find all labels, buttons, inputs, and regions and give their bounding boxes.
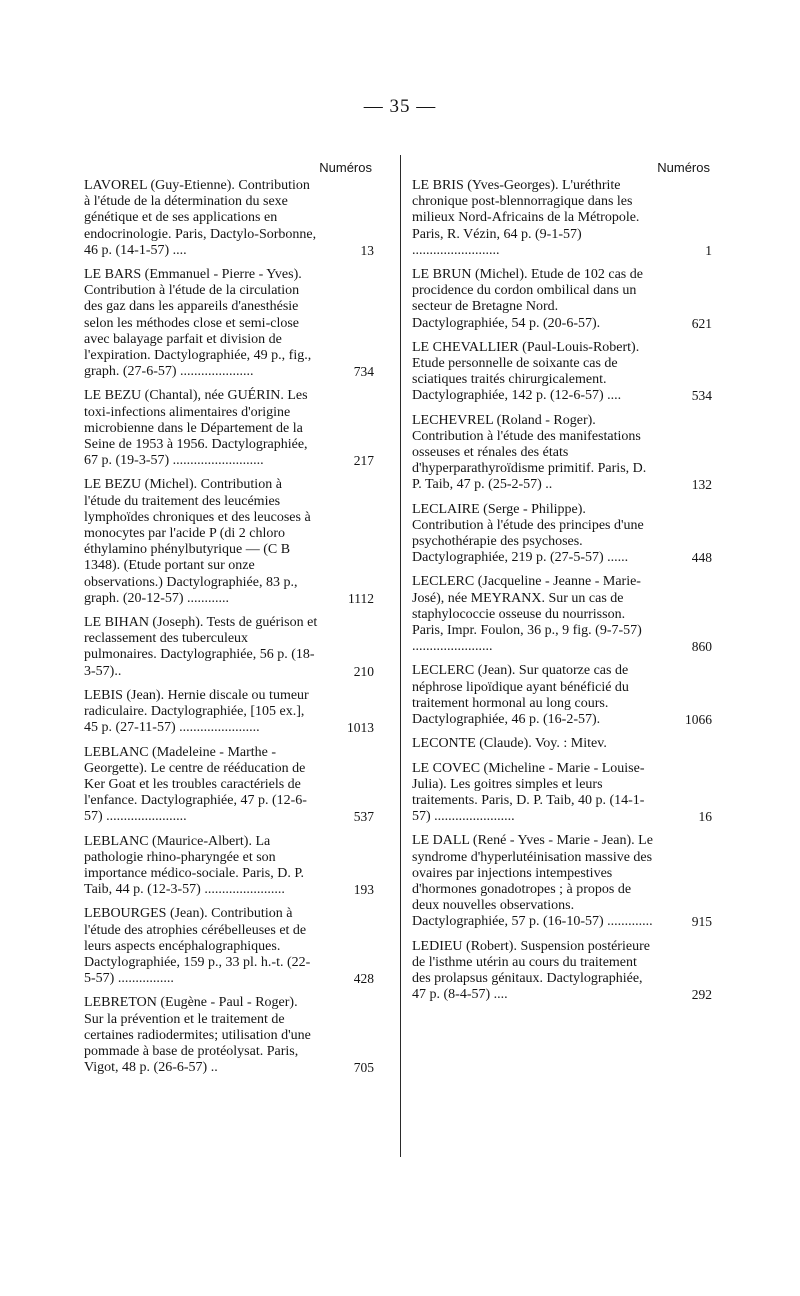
thesis-description: Les toxi-infections alimentaires d'origine microbienne dans le Département de la Seine de 1953 à 1956. Dactylographiée, 67 p. (19-3-57) .......................... <box>84 388 308 469</box>
thesis-description: Contribution à l'étude de la circulation des gaz dans les appareils d'anesthésie selon les méthodes close et semi-close avec balayage parfait et division de l'expiration. Dactylographiée, 49 p., fig., graph. (27-6-57) ..................... <box>84 283 312 380</box>
entry-number: 860 <box>691 639 712 655</box>
index-entry <box>84 688 374 737</box>
entry-number: 193 <box>353 882 374 898</box>
author-name: LE BIHAN (Joseph). <box>84 615 204 631</box>
index-entry <box>84 267 374 380</box>
thesis-description: L'uréthrite chronique post-blennorragique dans les milieux Nord-Africains de la Métropole. Paris, R. Vézin, 64 p. (9-1-57) ......................... <box>412 178 640 258</box>
index-entry <box>84 995 374 1076</box>
author-name: LEBIS (Jean). <box>84 687 165 703</box>
author-name: LECLERC (Jean). <box>412 663 516 679</box>
author-name: LEBOURGES (Jean). <box>84 906 208 922</box>
thesis-description: Tests de guérison et reclassement des tuberculeux pulmonaires. Dactylographiée, 56 p. (18-3-57).. <box>84 615 318 679</box>
index-entry <box>84 745 374 826</box>
author-name: LE DALL (René - Yves - Marie - Jean). <box>412 833 635 849</box>
entry-number: 1 <box>705 242 712 258</box>
index-entry <box>412 761 712 826</box>
thesis-description: Hernie discale ou tumeur radiculaire. Dactylographiée, [105 ex.], 45 p. (27-11-57) ....................... <box>84 687 309 736</box>
thesis-description: Sur la prévention et le traitement de certaines radiodermites; utilisation d'une pommade à base de protéolysat. Paris, Vigot, 48 p. (26-6-57) .. <box>84 1011 311 1076</box>
index-entry <box>84 615 374 680</box>
index-entry <box>412 267 712 332</box>
index-entry <box>412 178 712 259</box>
author-name: LECLERC (Jacqueline - Jeanne - Marie-José), née MEYRANX. <box>412 574 641 606</box>
entry-number: 132 <box>691 477 712 493</box>
author-name: LE COVEC (Micheline - Marie - Louise-Julia). <box>412 760 645 792</box>
entry-number: 537 <box>353 809 374 825</box>
author-name: LE BEZU (Michel). <box>84 477 198 493</box>
index-entry <box>84 906 374 987</box>
author-name: LECONTE (Claude). <box>412 736 532 752</box>
index-entry <box>412 736 712 752</box>
entry-number: 448 <box>691 550 712 566</box>
author-name: LECHEVREL (Roland - Roger). <box>412 412 596 428</box>
thesis-description: Les goitres simples et leurs traitements. Paris, D. P. Taib, 40 p. (14-1-57) ....................... <box>412 776 645 825</box>
entry-number: 734 <box>353 364 374 380</box>
index-entry <box>412 340 712 405</box>
index-entry <box>84 834 374 899</box>
thesis-description: Voy. : Mitev. <box>535 736 607 752</box>
thesis-description: Sur un cas de staphylococcie osseuse du nourrisson. Paris, Impr. Foulon, 36 p., 9 fig. (9-7-57) ....................... <box>412 590 642 655</box>
index-entry <box>84 178 374 259</box>
author-name: LEBLANC (Maurice-Albert). <box>84 833 252 849</box>
index-entry <box>412 939 712 1004</box>
entry-number: 1066 <box>685 712 712 728</box>
index-entry <box>412 574 712 655</box>
entry-number: 13 <box>360 242 374 258</box>
thesis-description: Contribution à l'étude des principes d'une psychothérapie des psychoses. Dactylographiée, 219 p. (27-5-57) ...... <box>412 517 644 566</box>
entry-number: 217 <box>353 453 374 469</box>
left-column <box>84 160 374 1084</box>
author-name: LE BEZU (Chantal), née GUÉRIN. <box>84 388 284 404</box>
entry-number: 1013 <box>347 720 374 736</box>
thesis-description: Suspension postérieure de l'isthme utérin au cours du traitement des prolapsus génitaux. Dactylographiée, 47 p. (8-4-57) .... <box>412 938 650 1003</box>
column-divider <box>400 155 401 1157</box>
author-name: LE BRIS (Yves-Georges). <box>412 178 559 193</box>
entry-number: 621 <box>691 315 712 331</box>
author-name: LE BRUN (Michel). <box>412 267 528 283</box>
entry-list <box>412 178 712 1011</box>
index-entry <box>412 413 712 494</box>
author-name: LE CHEVALLIER (Paul-Louis-Robert). <box>412 339 640 355</box>
entry-number: 292 <box>691 987 712 1003</box>
entry-number: 915 <box>691 914 712 930</box>
index-entry <box>412 663 712 728</box>
page-number: — 35 — <box>363 96 437 117</box>
index-entry <box>412 502 712 567</box>
author-name: LEDIEU (Robert). <box>412 938 517 954</box>
thesis-description: Etude personnelle de soixante cas de sciatiques traités chirurgicalement. Dactylographiée, 142 p. (12-6-57) .... <box>412 356 622 404</box>
thesis-description: Contribution à l'étude des manifestations osseuses et rénales des états d'hyperparathyroïdisme primitif. Paris, D. P. Taib, 47 p. (25-2-57) .. <box>412 428 647 493</box>
column-header-numeros: Numéros <box>319 160 372 175</box>
author-name: LAVOREL (Guy-Etienne). <box>84 178 235 193</box>
thesis-description: La pathologie rhino-pharyngée et son importance médico-sociale. Paris, D. P. Taib, 44 p. (12-3-57) ....................... <box>84 833 305 898</box>
thesis-description: Sur quatorze cas de néphrose lipoïdique ayant bénéficié du traitement hormonal au long cours. Dactylographiée, 46 p. (16-2-57). <box>412 663 629 728</box>
thesis-description: Contribution à l'étude de la détermination du sexe génétique et de ses applications en endocrinologie. Paris, Dactylo-Sorbonne, 46 p. (14-1-57) .... <box>84 178 317 258</box>
index-entry <box>412 833 712 930</box>
author-name: LEBLANC (Madeleine - Marthe - Georgette). <box>84 744 277 776</box>
column-header-numeros: Numéros <box>657 160 710 175</box>
author-name: LEBRETON (Eugène - Paul - Roger). <box>84 995 298 1011</box>
thesis-description: Le syndrome d'hyperlutéinisation massive des ovaires par injections intempestives d'hormones gonadotropes ; à propos de deux nouvelles observations. Dactylographiée, 57 p. (16-10-57) ............. <box>412 833 653 930</box>
thesis-description: Contribution à l'étude du traitement des leucémies lymphoïdes chroniques et des leucoses à monocytes par l'acide P (di 2 chloro éthylamino phénylbutyrique — (C B 1348). (Etude portant sur onze observations.) Dactylographiée, 83 p., graph. (20-12-57) ............ <box>84 477 311 606</box>
entry-number: 210 <box>353 663 374 679</box>
entry-number: 534 <box>691 388 712 404</box>
entry-number: 16 <box>698 809 712 825</box>
index-entry <box>84 388 374 469</box>
thesis-description: Contribution à l'étude des atrophies cérébelleuses et de leurs aspects encéphalographiques. Dactylographiée, 159 p., 33 pl. h.-t. (22-5-57) ................ <box>84 906 311 987</box>
right-column <box>412 160 712 1011</box>
entry-list <box>84 178 374 1084</box>
entry-number: 1112 <box>348 590 374 606</box>
index-entry <box>84 477 374 607</box>
entry-number: 428 <box>353 971 374 987</box>
author-name: LE BARS (Emmanuel - Pierre - Yves). <box>84 267 302 283</box>
thesis-description: Etude de 102 cas de procidence du cordon ombilical dans un secteur de Bretagne Nord. Dactylographiée, 54 p. (20-6-57). <box>412 267 643 331</box>
thesis-description: Le centre de rééducation de Ker Goat et les troubles caractériels de l'enfance. Dactylographiée, 47 p. (12-6-57) ....................... <box>84 760 307 825</box>
author-name: LECLAIRE (Serge - Philippe). <box>412 501 586 517</box>
entry-number: 705 <box>353 1060 374 1076</box>
